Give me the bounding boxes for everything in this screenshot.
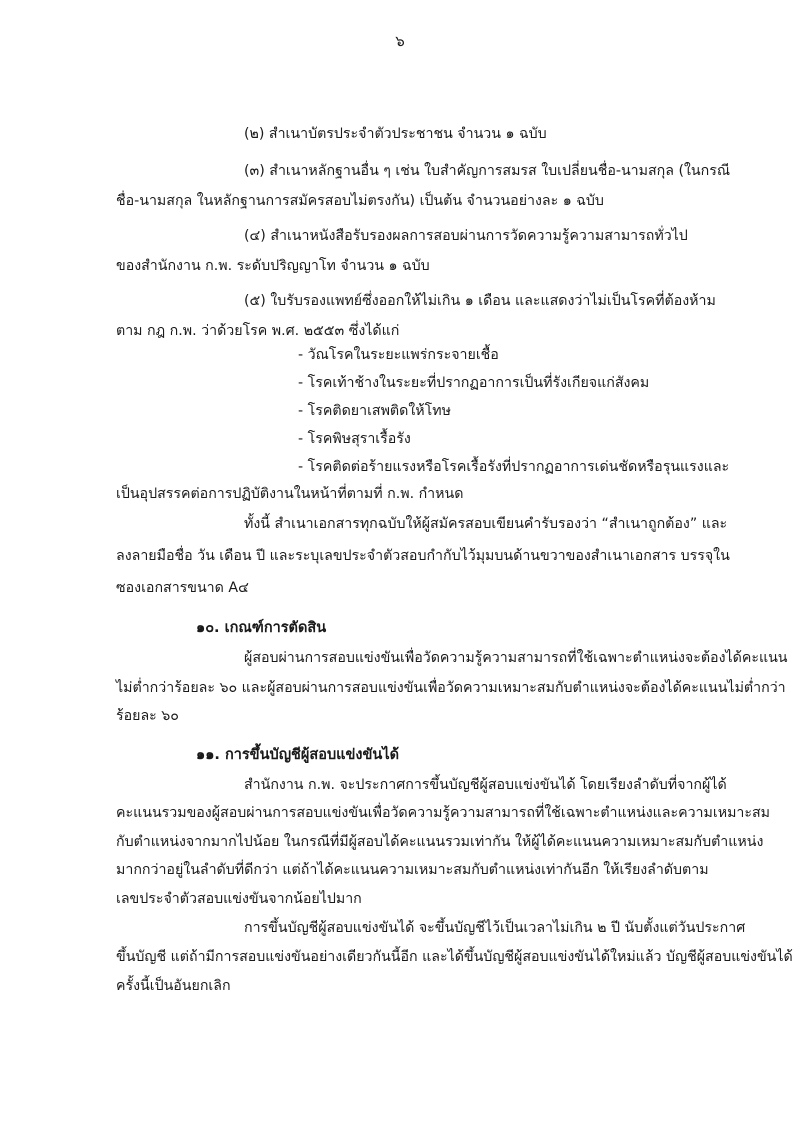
note-line-2: ลงลายมือชื่อ วัน เดือน ปี และระบุเลขประจำตัวสอบกำกับไว้มุมบนด้านขวาของสำเนาเอกสาร บรรจุใน (116, 548, 730, 564)
disease-item: - โรคพิษสุราเรื้อรัง (298, 431, 411, 447)
requirement-item-3-line-1: (๓) สำเนาหลักฐานอื่น ๆ เช่น ใบสำคัญการสมรส ใบเปลี่ยนชื่อ-นามสกุล (ในกรณี (244, 163, 730, 179)
section-11-para-1-line: มากกว่าอยู่ในลำดับที่ดีกว่า แต่ถ้าได้คะแนนความเหมาะสมกับตำแหน่งเท่ากันอีก ให้เรียงลำดับตาม (116, 862, 709, 878)
requirement-item-4-line-1: (๔) สำเนาหนังสือรับรองผลการสอบผ่านการวัดความรู้ความสามารถทั่วไป (244, 228, 688, 244)
section-11-para-2-line: ขึ้นบัญชี แต่ถ้ามีการสอบแข่งขันอย่างเดียวกันนี้อีก และได้ขึ้นบัญชีผู้สอบแข่งขันได้ใหม่แล้ว บัญชีผู้สอบแข่งขันได้ (116, 949, 793, 965)
section-10-line-1: ผู้สอบผ่านการสอบแข่งขันเพื่อวัดความรู้ความสามารถที่ใช้เฉพาะตำแหน่งจะต้องได้คะแนน (244, 650, 788, 666)
note-line-1: ทั้งนี้ สำเนาเอกสารทุกฉบับให้ผู้สมัครสอบเขียนคำรับรองว่า “สำเนาถูกต้อง” และ (244, 516, 728, 532)
requirement-item-3-line-2: ชื่อ-นามสกุล ในหลักฐานการสมัครสอบไม่ตรงกัน) เป็นต้น จำนวนอย่างละ ๑ ฉบับ (116, 193, 604, 209)
section-11-para-1-line: สำนักงาน ก.พ. จะประกาศการขึ้นบัญชีผู้สอบแข่งขันได้ โดยเรียงลำดับที่จากผู้ได้ (244, 777, 727, 793)
requirement-item-5-line-2: ตาม กฎ ก.พ. ว่าด้วยโรค พ.ศ. ๒๕๕๓ ซึ่งได้แก่ (116, 323, 400, 339)
note-line-3: ซองเอกสารขนาด A๔ (116, 580, 249, 596)
disease-item: - โรคติดยาเสพติดให้โทษ (298, 403, 451, 419)
section-11-para-2-line: การขึ้นบัญชีผู้สอบแข่งขันได้ จะขึ้นบัญชีไว้เป็นเวลาไม่เกิน ๒ ปี นับตั้งแต่วันประกาศ (244, 920, 746, 936)
section-10-line-2: ไม่ต่ำกว่าร้อยละ ๖๐ และผู้สอบผ่านการสอบแข่งขันเพื่อวัดความเหมาะสมกับตำแหน่งจะต้องได้คะแนนไม่ต่ำกว่า (116, 680, 786, 696)
section-11-para-1-line: เลขประจำตัวสอบแข่งขันจากน้อยไปมาก (116, 891, 362, 907)
requirement-item-5-line-1: (๕) ใบรับรองแพทย์ซึ่งออกให้ไม่เกิน ๑ เดือน และแสดงว่าไม่เป็นโรคที่ต้องห้าม (244, 293, 716, 309)
disease-item-continuation: เป็นอุปสรรคต่อการปฏิบัติงานในหน้าที่ตามที่ ก.พ. กำหนด (116, 486, 464, 502)
requirement-item-4-line-2: ของสำนักงาน ก.พ. ระดับปริญญาโท จำนวน ๑ ฉบับ (116, 258, 430, 274)
section-10-line-3: ร้อยละ ๖๐ (116, 708, 179, 724)
section-10-heading: ๑๐. เกณฑ์การตัดสิน (196, 620, 327, 636)
section-11-para-1-line: คะแนนรวมของผู้สอบผ่านการสอบแข่งขันเพื่อวัดความรู้ความสามารถที่ใช้เฉพาะตำแหน่งและความเหมาะสม (116, 805, 771, 821)
section-11-para-2-line: ครั้งนี้เป็นอันยกเลิก (116, 978, 231, 994)
requirement-item-2: (๒) สำเนาบัตรประจำตัวประชาชน จำนวน ๑ ฉบับ (244, 126, 547, 142)
page-number: ๖ (395, 32, 405, 50)
disease-item: - วัณโรคในระยะแพร่กระจายเชื้อ (298, 347, 499, 363)
disease-item: - โรคเท้าช้างในระยะที่ปรากฏอาการเป็นที่รังเกียจแก่สังคม (298, 375, 650, 391)
disease-item: - โรคติดต่อร้ายแรงหรือโรคเรื้อรังที่ปรากฏอาการเด่นชัดหรือรุนแรงและ (298, 459, 730, 475)
section-11-para-1-line: กับตำแหน่งจากมากไปน้อย ในกรณีที่มีผู้สอบได้คะแนนรวมเท่ากัน ให้ผู้ได้คะแนนความเหมาะสมกับตำแหน่ง (116, 834, 764, 850)
section-11-heading: ๑๑. การขึ้นบัญชีผู้สอบแข่งขันได้ (196, 747, 400, 763)
